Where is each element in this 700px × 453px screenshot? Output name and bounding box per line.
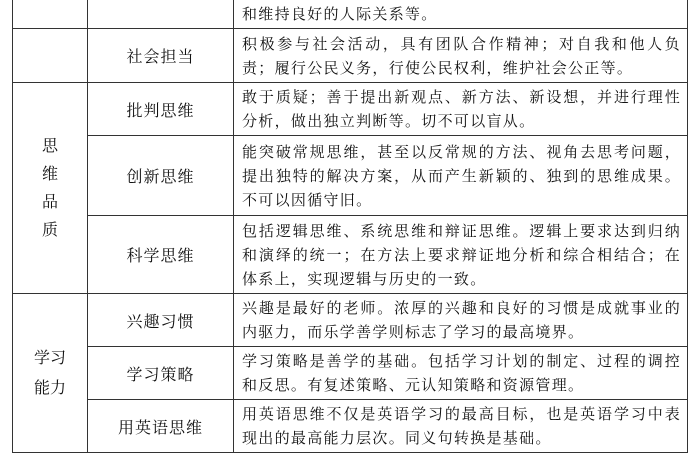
table-row — [13, 400, 688, 453]
category-learning-ability — [13, 294, 88, 453]
description-cell: 积极参与社会活动，具有团队合作精神；对自我和他人负责；履行公民义务，行使公民权利，维护社会公正等。 — [234, 29, 688, 83]
subcategory-cell: 社会担当 — [88, 29, 234, 83]
description-cell: 用英语思维不仅是英语学习的最高目标，也是英语学习中表现出的最高能力层次。同义句转换是基础。 — [234, 400, 688, 453]
description-cell: 敢于质疑；善于提出新观点、新方法、新设想，并进行理性分析，做出独立判断等。切不可以盲从。 — [234, 83, 688, 136]
subcategory-cell: 批判思维 — [88, 83, 234, 136]
table-row — [13, 294, 688, 347]
subcategory-cell: 学习策略 — [88, 347, 234, 400]
description-cell: 学习策略是善学的基础。包括学习计划的制定、过程的调控和反思。有复述策略、元认知策略和资源管理。 — [234, 347, 688, 400]
description-cell: 和维持良好的人际关系等。 — [234, 0, 688, 29]
subcategory-cell: 用英语思维 — [88, 400, 234, 453]
subcategory-cell: 兴趣习惯 — [88, 294, 234, 347]
table-row — [13, 136, 688, 216]
category-label: 学习能力 — [33, 348, 66, 397]
description-cell: 能突破常规思维，甚至以反常规的方法、视角去思考问题，提出独特的解决方案，从而产生新颖的、独到的思维成果。不可以因循守旧。 — [234, 136, 688, 216]
description-cell: 包括逻辑思维、系统思维和辩证思维。逻辑上要求达到归纳和演绎的统一；在方法上要求辩证地分析和综合相结合；在体系上，实现逻辑与历史的一致。 — [234, 216, 688, 294]
competency-table — [12, 0, 688, 453]
subcategory-cell — [88, 0, 234, 29]
subcategory-cell: 科学思维 — [88, 216, 234, 294]
category-cell-empty — [13, 29, 88, 83]
table-row — [13, 347, 688, 400]
description-cell: 兴趣是最好的老师。浓厚的兴趣和良好的习惯是成就事业的内驱力，而乐学善学则标志了学习的最高境界。 — [234, 294, 688, 347]
category-cell-empty — [13, 0, 88, 29]
table-row — [13, 29, 688, 83]
table-row — [13, 0, 688, 29]
category-thinking-quality — [13, 83, 88, 294]
subcategory-cell: 创新思维 — [88, 136, 234, 216]
table-row — [13, 216, 688, 294]
category-label: 思维品质 — [41, 136, 58, 239]
table-row — [13, 83, 688, 136]
